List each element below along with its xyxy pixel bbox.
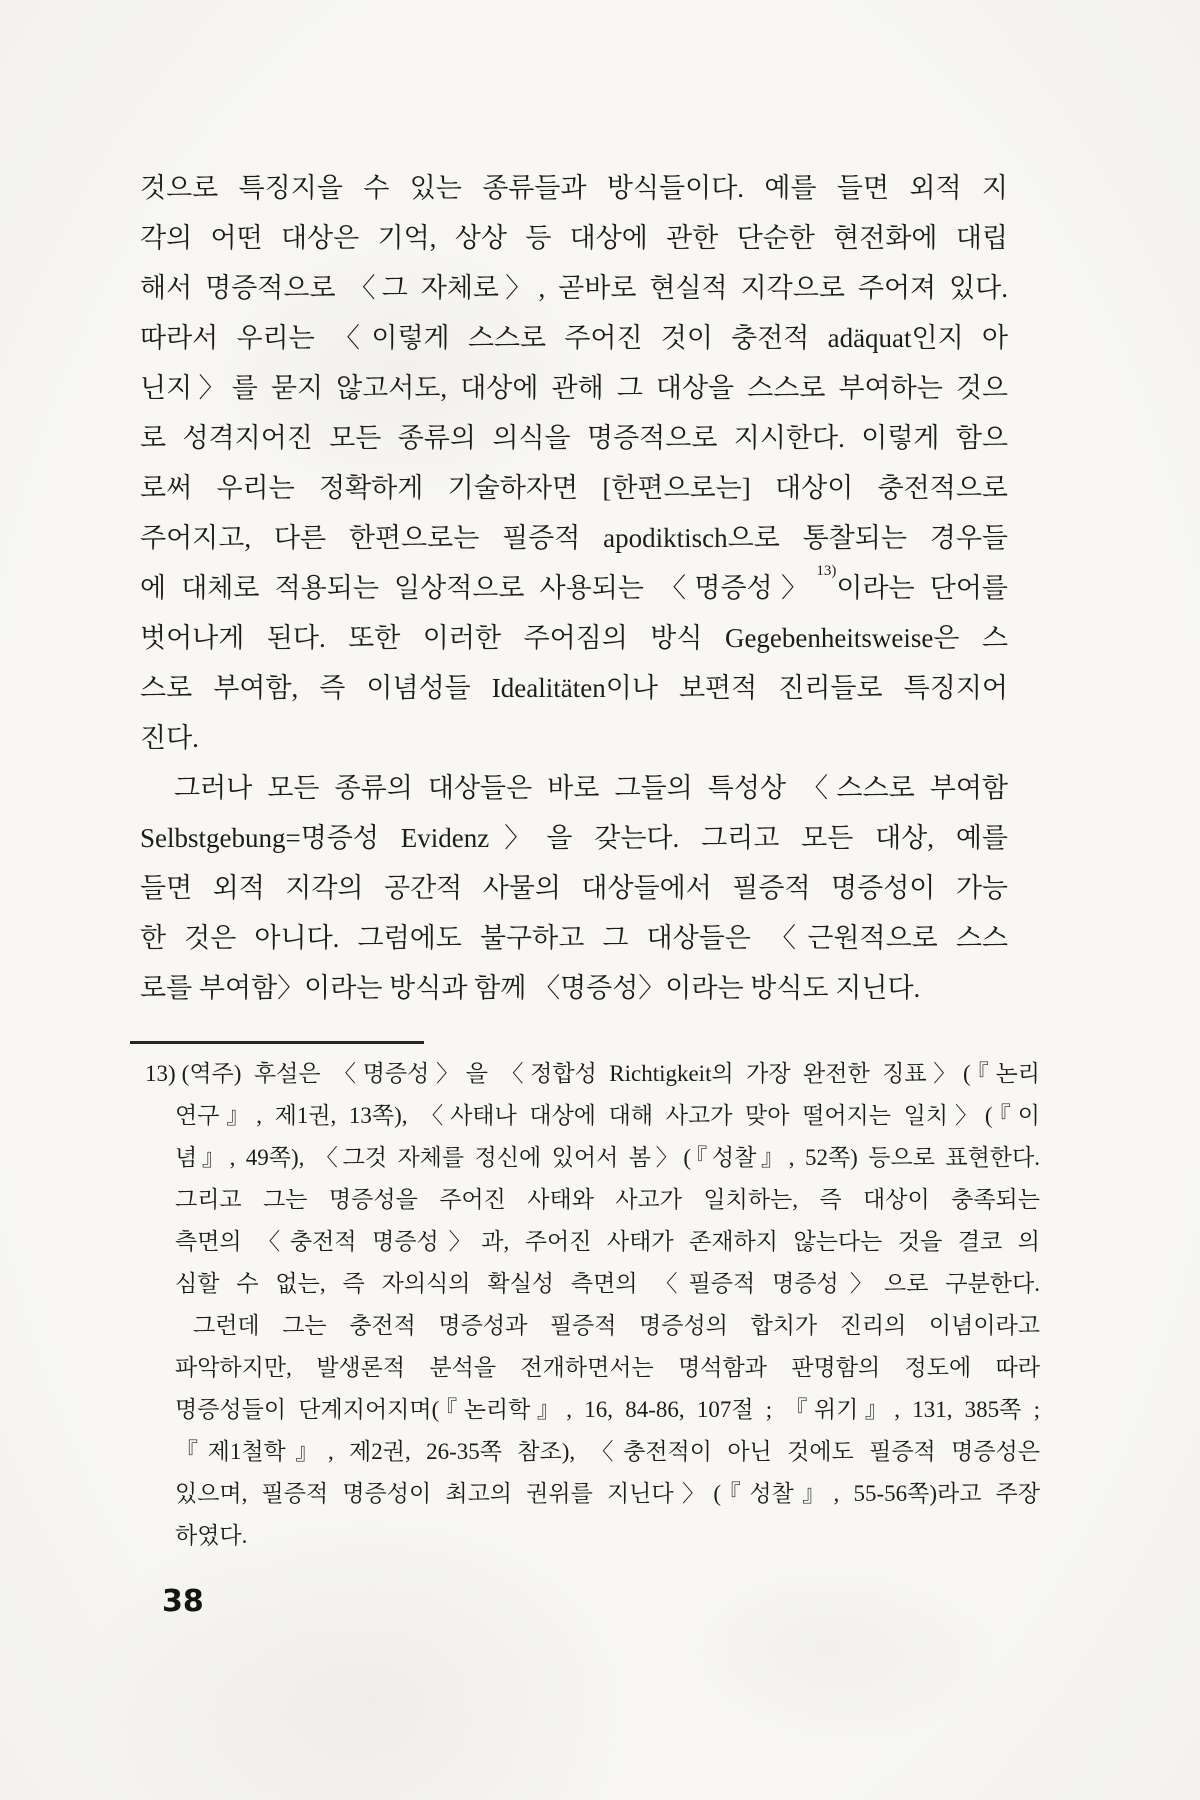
text-line: 주어지고, 다른 한편으로는 필증적 apodiktisch으로 통찰되는 경우들 bbox=[140, 523, 1008, 553]
main-text bbox=[140, 163, 1008, 1013]
footnote-line: 그런데 그는 충전적 명증성과 필증적 명증성의 합치가 진리의 이념이라고 bbox=[193, 1313, 1040, 1338]
text-line: 해서 명증적으로 〈그 자체로〉, 곧바로 현실적 지각으로 주어져 있다. bbox=[140, 273, 1008, 303]
text-line: 것으로 특징지을 수 있는 종류들과 방식들이다. 예를 들면 외적 지 bbox=[140, 173, 1008, 203]
text-line: 스로 부여함, 즉 이념성들 Idealitäten이나 보편적 진리들로 특징지어 bbox=[140, 673, 1008, 703]
footnote-line: 하였다. bbox=[175, 1523, 248, 1548]
footnote-line: 심할 수 없는, 즉 자의식의 확실성 측면의 〈필증적 명증성〉으로 구분한다. bbox=[175, 1271, 1040, 1296]
text-line: 각의 어떤 대상은 기억, 상상 등 대상에 관한 단순한 현전화에 대립 bbox=[140, 223, 1008, 253]
footnote-line: 명증성들이 단계지어지며(『논리학』, 16, 84-86, 107절 ; 『위기』, 131, 385쪽 ; bbox=[175, 1397, 1040, 1422]
footnote-line: 측면의 〈충전적 명증성〉과, 주어진 사태가 존재하지 않는다는 것을 결코 의 bbox=[175, 1229, 1040, 1254]
footnote-line: 있으며, 필증적 명증성이 최고의 권위를 지닌다〉(『성찰』, 55-56쪽)라고 주장 bbox=[175, 1481, 1040, 1506]
text-segment: 이라는 단어를 bbox=[836, 573, 1009, 603]
footnote-line: 『제1철학』, 제2권, 26-35쪽 참조), 〈충전적이 아닌 것에도 필증적 명증성은 bbox=[175, 1439, 1040, 1464]
footnote-text bbox=[145, 1053, 1040, 1557]
text-line: 진다. bbox=[140, 723, 199, 753]
text-line: 로 성격지어진 모든 종류의 의식을 명증적으로 지시한다. 이렇게 함으 bbox=[140, 423, 1008, 453]
footnote-marker: 13) bbox=[145, 1061, 176, 1086]
text-segment: 에 대체로 적용되는 일상적으로 사용되는 〈명증성〉 bbox=[140, 573, 817, 603]
text-line: 닌지〉를 묻지 않고서도, 대상에 관해 그 대상을 스스로 부여하는 것으 bbox=[140, 373, 1008, 403]
footnote-line: 13) (역주) 후설은 〈명증성〉을 〈정합성 Richtigkeit의 가장 완전한 징표〉(『논리 bbox=[145, 1061, 1040, 1086]
text-line bbox=[140, 563, 1008, 613]
text-line: 따라서 우리는 〈이렇게 스스로 주어진 것이 충전적 adäquat인지 아 bbox=[140, 323, 1008, 353]
text-line: 로써 우리는 정확하게 기술하자면 [한편으로는] 대상이 충전적으로 bbox=[140, 473, 1008, 503]
text-line: Selbstgebung=명증성 Evidenz〉을 갖는다. 그리고 모든 대상, 예를 bbox=[140, 823, 1008, 853]
footnote-line: 념』, 49쪽), 〈그것 자체를 정신에 있어서 봄〉(『성찰』, 52쪽) 등으로 표현한다. bbox=[175, 1145, 1040, 1170]
footnote-separator bbox=[130, 1041, 424, 1044]
page-number: 38 bbox=[162, 1584, 204, 1619]
footnote-line: 그리고 그는 명증성을 주어진 사태와 사고가 일치하는, 즉 대상이 충족되는 bbox=[175, 1187, 1040, 1212]
text-line: 벗어나게 된다. 또한 이러한 주어짐의 방식 Gegebenheitsweise은 스 bbox=[140, 623, 1008, 653]
text-line: 들면 외적 지각의 공간적 사물의 대상들에서 필증적 명증성이 가능 bbox=[140, 873, 1008, 903]
text-line: 한 것은 아니다. 그럼에도 불구하고 그 대상들은 〈근원적으로 스스 bbox=[140, 923, 1008, 953]
text-line: 로를 부여함〉이라는 방식과 함께 〈명증성〉이라는 방식도 지닌다. bbox=[140, 973, 921, 1003]
footnote-reference: 13) bbox=[816, 563, 837, 579]
footnote-line: 파악하지만, 발생론적 분석을 전개하면서는 명석함과 판명함의 정도에 따라 bbox=[175, 1355, 1040, 1380]
footnote-line: 연구』, 제1권, 13쪽), 〈사태나 대상에 대해 사고가 맞아 떨어지는 일치〉(『이 bbox=[175, 1103, 1040, 1128]
text-line: 그러나 모든 종류의 대상들은 바로 그들의 특성상 〈스스로 부여함 bbox=[174, 773, 1008, 803]
